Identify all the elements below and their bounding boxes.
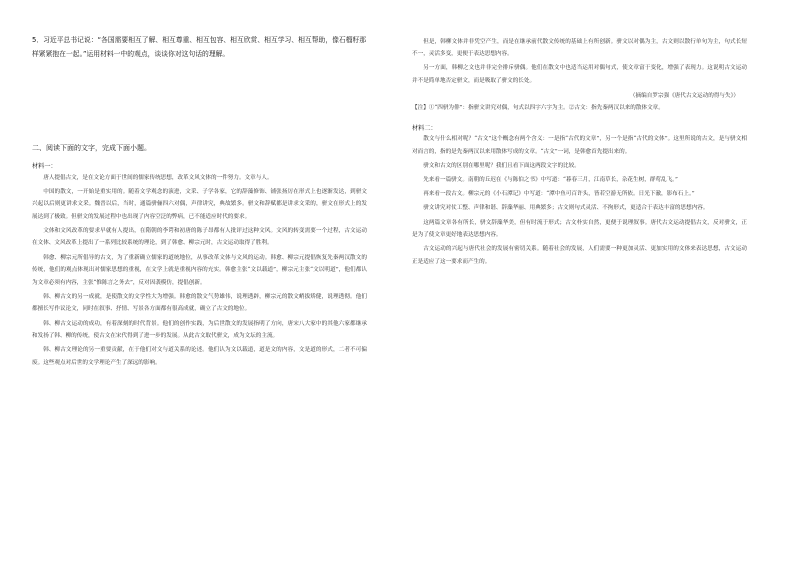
paragraph: 先来看一篇骈文。南朝的丘迟在《与陈伯之书》中写道：“暮春三月，江南草长，杂花生树，群莺乱飞。” <box>423 177 678 184</box>
paragraph: 骈文和古文的区别在哪里呢？我们且看下面这两段文字的比较。 <box>423 163 580 170</box>
question-5: 5．习近平总书记说：“各国需要相互了解、相互尊重、相互包容、相互欣赏、相互学习、相互帮助，像石榴籽那样紧紧抱在一起。”运用材料一中的观点，谈谈你对这句话的理解。 <box>32 36 367 58</box>
paragraph: 韩、柳古文的另一成就，是使散文的文学性大为增强。韩愈的散文气势雄伟，说理透辟，柳宗元的散文峭拔矫健，说理透彻。他们都擅长写作议论文，同时在叙事、抒情、写景各方面都有很高成就，确立了古文的地位。 <box>32 293 367 313</box>
paragraph: 再来看一段古文。柳宗元的《小石潭记》中写道：“潭中鱼可百许头，皆若空游无所依。日光下澈，影布石上。” <box>423 191 695 198</box>
paragraph: 唐人提倡古文，是在文论方面于世间的儒家传统思想，改革文风文体的一件努力。文章与人。 <box>43 174 273 181</box>
paragraph: 骈文讲究对仗工整、声律和谐、辞藻华丽、用典繁多；古文则句式灵活、不拘形式，更适合于表达丰富的思想内容。 <box>423 205 709 212</box>
section-heading: 二、阅读下面的文字，完成下面小题。 <box>32 144 151 152</box>
paragraph: 散文与什么相对呢？“古文”这个概念有两个含义：一是指“古代的文章”，另一个是指“古代的文体”。这里所说的古文，是与骈文相对而言的，指的是先秦两汉以来用散体写成的文章。“古文”一词，是韩愈首先提出来的。 <box>412 136 747 156</box>
paragraph: 古文运动的兴起与唐代社会的发展有密切关系。随着社会的发展，人们需要一种更加灵活、更加实用的文体来表达思想，古文运动正是适应了这一要求而产生的。 <box>412 246 747 265</box>
paragraph: 文体和文风改革的要求早就有人提出，在隋朝的李谔和初唐的陈子昂都有人批评过这种文风。文风的转变需要一个过程，古文运动在文体、文风改革上提出了一系列比较系统的理论，到了韩愈、柳宗元时，古文运动取得了胜利。 <box>32 227 367 247</box>
right-column <box>412 34 747 268</box>
paragraph: 但是，韩柳文体并非凭空产生，而是在继承前代散文传统的基础上有所创新。骈文以对偶为主，古文则以散行单句为主，句式长短不一，灵活多变，更便于表达思想内容。 <box>412 38 747 58</box>
source-citation: （摘编自罗宗强《唐代古文运动的得与失》） <box>629 93 739 100</box>
paragraph: 韩、柳古文理论的另一重要贡献，在于他们对文与道关系的论述。他们认为文以载道，道是文的内容，文是道的形式，二者不可偏废。这些观点对后世的文学理论产生了深远的影响。 <box>32 347 367 366</box>
left-column <box>32 34 367 369</box>
paragraph: 韩、柳古文运动的成功，有着深刻的时代背景。他们的创作实践，为后世散文的发展指明了方向，唐宋八大家中的其他六家都继承和发扬了韩、柳的传统，使古文在宋代得到了进一步的发展。从此古文取代骈文，成为文坛的主流。 <box>32 320 367 340</box>
paragraph: 韩愈、柳宗元所倡导的古文，为了重新确立儒家的道统地位，从事改革文体与文风的运动。韩愈、柳宗元提倡恢复先秦两汉散文的传统，他们的观点体现出对儒家思想的重视，在文学上就是重视内容的充实。韩愈主张“文以载道”，柳宗元主张“文以明道”，他们都认为文章必须有内容，主张“惟陈言之务去”，反对因袭模仿，提倡创新。 <box>32 254 367 286</box>
paragraph: 中国的散文，一开始是重实用的。随着文学观念的演进，文采、子学各家，它的辞藻修饰、铺张扬厉在形式上也逐渐发达，到骈文兴起以后则更讲求文采。魏晋以后，当时，通篇骈俪四六对偶，声律讲究，典故繁多。骈文和辞赋都是讲求文采的，骈文在形式上的发展达到了极致。但骈文的发展过程中也出现了内容空泛的弊病，已不能适应时代的要求。 <box>32 188 367 220</box>
footnote: 【注】①“四骈为俳”：指骈文讲究对偶，句式以四字六字为主。②古文：指先秦两汉以来的散体文章。 <box>412 105 664 112</box>
paragraph: 这两篇文章各有所长，骈文辞藻华美，但有时流于形式；古文朴实自然，更便于说理叙事。唐代古文运动提倡古文，反对骈文，正是为了使文章更好地表达思想内容。 <box>412 219 747 239</box>
material-2-title: 材料二： <box>412 124 437 132</box>
paragraph: 另一方面，韩柳之文也并非完全排斥骈偶。他们在散文中也适当运用对偶句式，使文章富于变化，增强了表现力。这说明古文运动并不是简单地否定骈文，而是吸取了骈文的长处。 <box>412 65 747 84</box>
material-1-title: 材料一： <box>32 163 57 170</box>
